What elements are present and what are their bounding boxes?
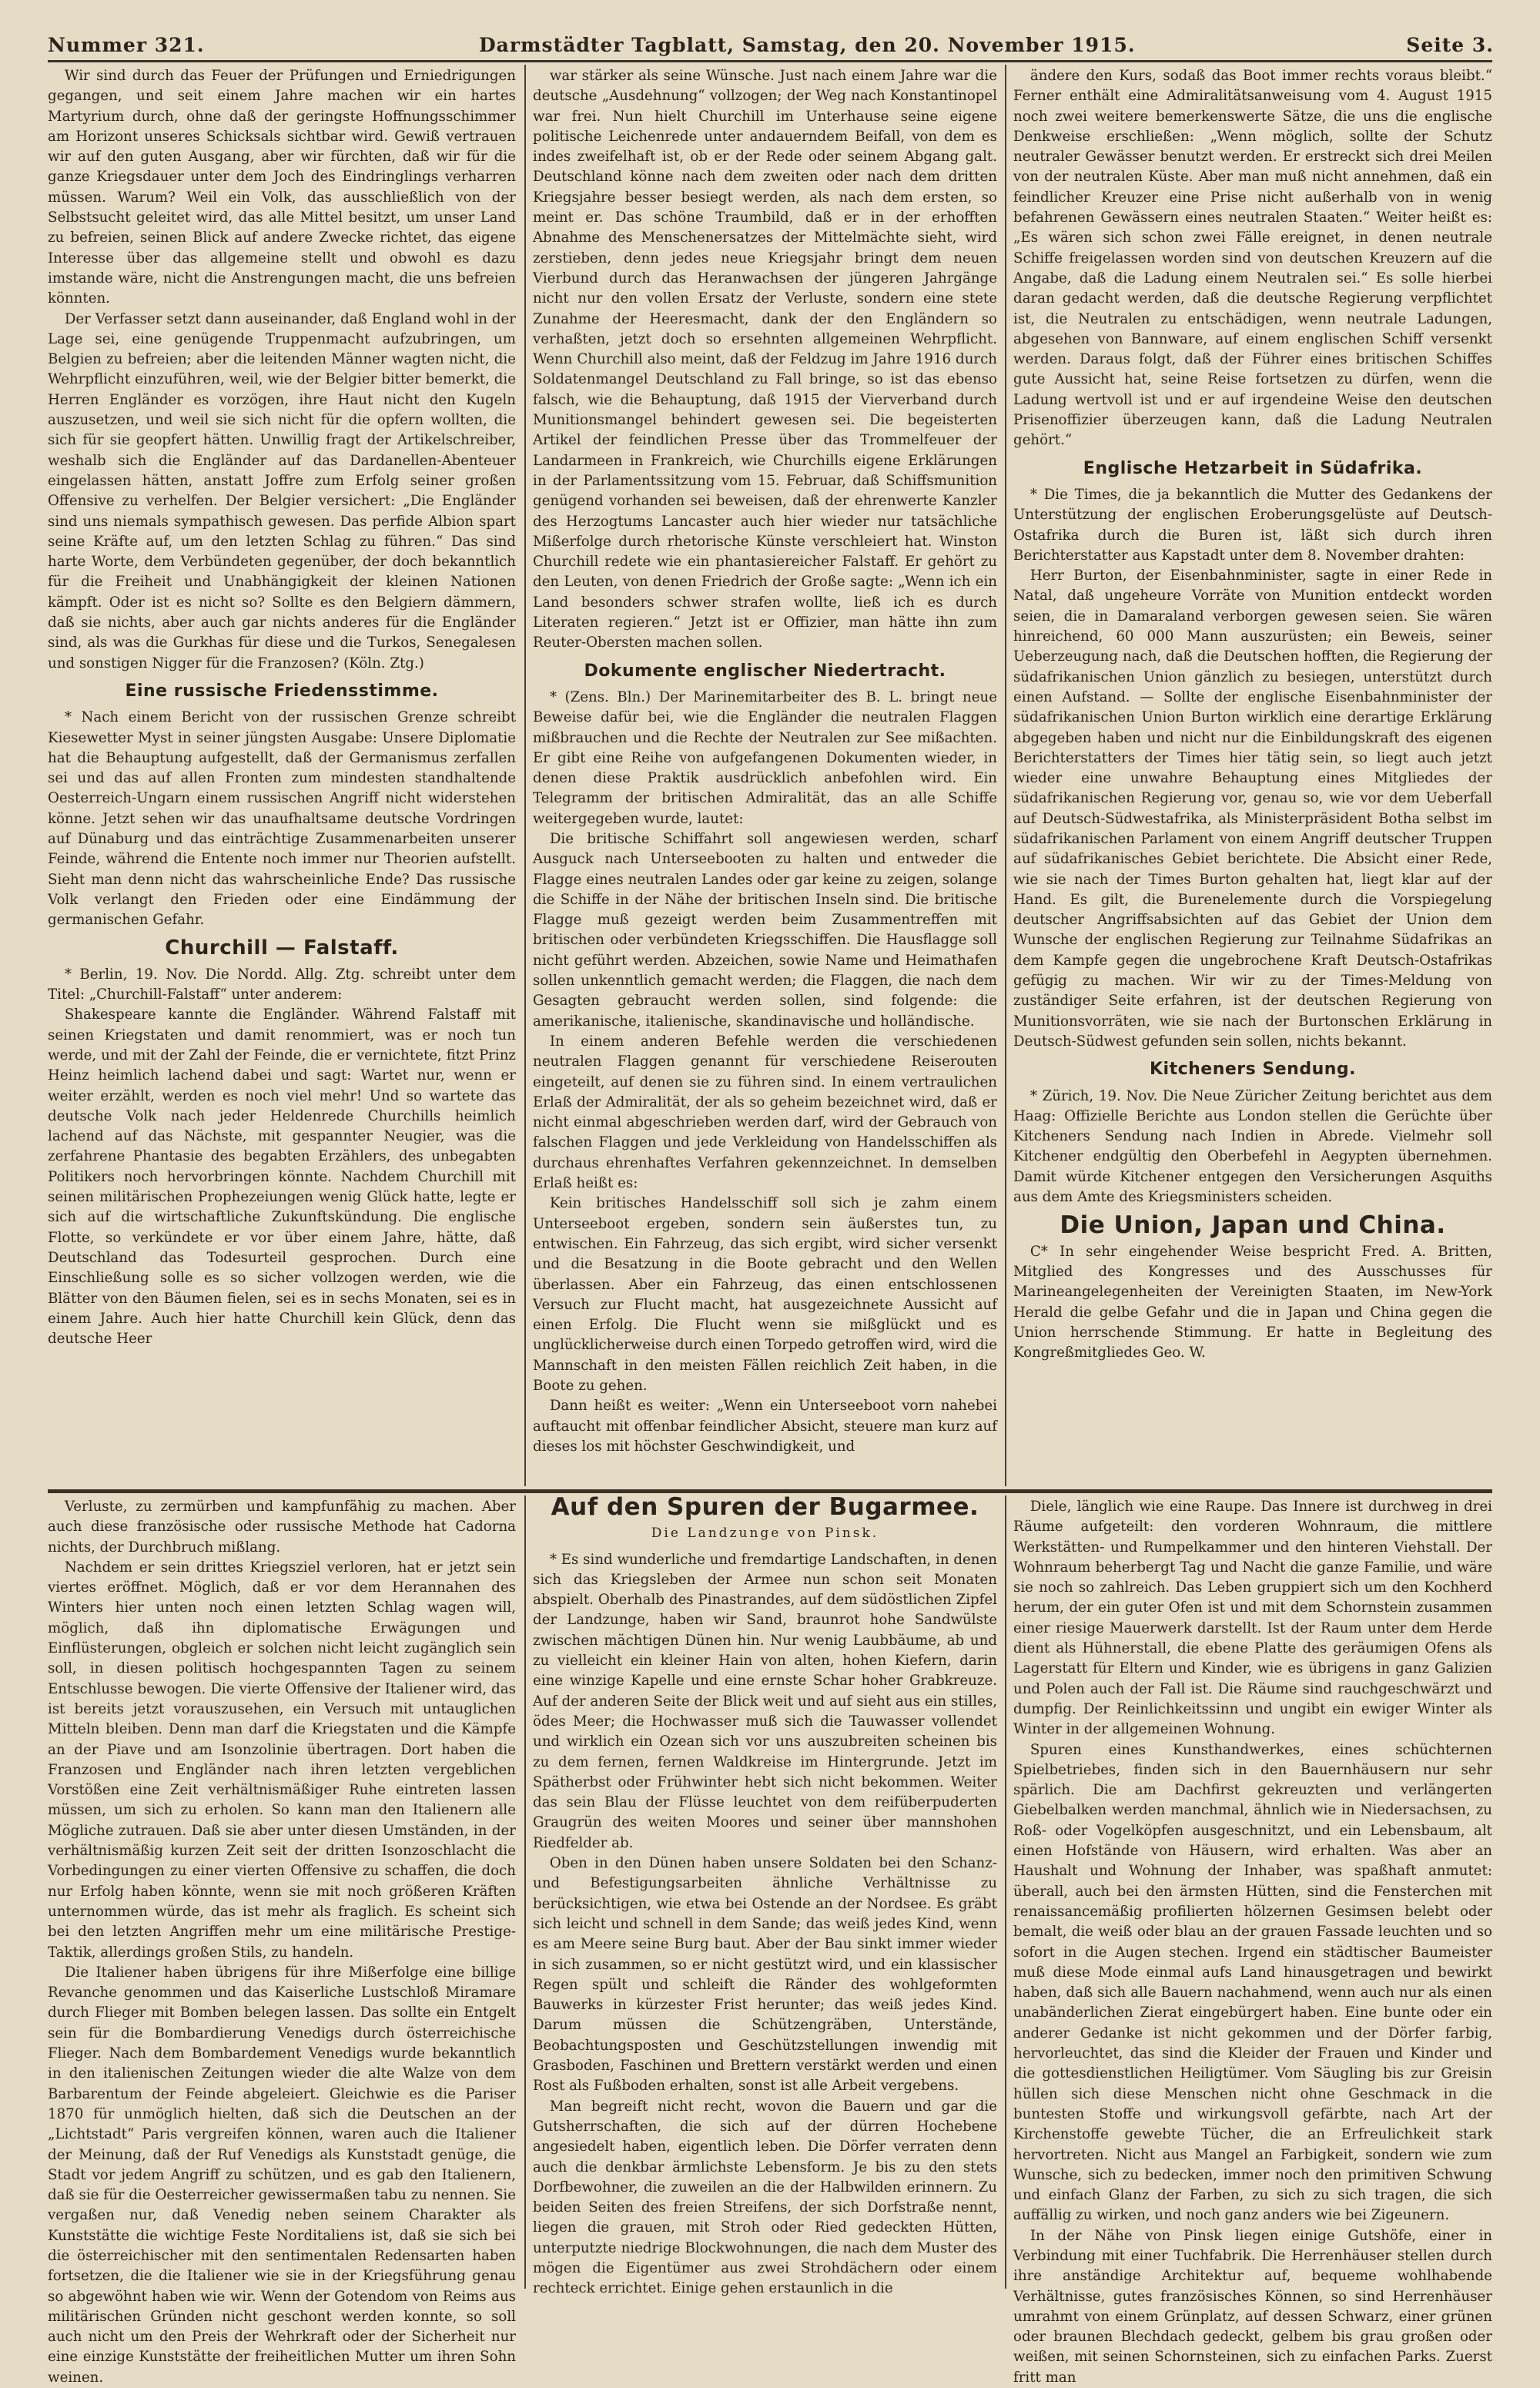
article-paragraph: Man begreift nicht recht, wovon die Bauern und gar die Gutsherrschaften, die sich auf der dürren Hochebene angesiedelt haben, eigentlich leben. Die Dörfer verraten denn auch die denkbar ärmlichste Lebensform. Je bis zu den stets Dorfbewohner, die zuweilen an die der Halbwilden erinnern. Zu beiden Seiten des freien Streifens, der sich Dorfstraße nennt, liegen die grauen, mit Stroh oder Ried gedeckten Hütten, unterputzte niedrige Blockwohnungen, die nach dem Muster des mögen die Eigentümer aus zwei Strohdächern oder einem rechteck errichtet. Einige gehen erstaunlich in die — [533, 2098, 997, 2297]
article-paragraph: Nachdem er sein drittes Kriegsziel verloren, hat er jetzt sein viertes eröffnet. Möglich, daß er vor dem Herannahen des Winters hier unten noch einen letzten Schlag wagen will, möglich, daß ihn diplomatische Erwägungen und Einflüsterungen, obgleich er solchen nicht leicht zugänglich sein soll, in diesen politisch hochgespannten Tagen zu seinem Entschlusse bewogen. Die vierte Offensive der Italiener wird, das ist bereits jetzt vorauszusehen, ein Versuch mit untauglichen Mitteln bleiben. Denn man darf die Kriegstaten und die Kämpfe an der Piave und am Isonzolinie übertragen. Dort haben die Franzosen und Engländer nach ihren letzten vergeblichen Vorstößen eine Zeit verhältnismäßiger Ruhe eintreten lassen müssen, um sich zu erholen. So kann man den Italienern alle Mögliche zutrauen. Daß sie aber unter diesen Umständen, in der verhältnismäßig kurzen Zeit seit der dritten Isonzoschlacht die Vorbedingungen zu einer vierten Offensive zu schaffen, die doch nur Erfolg haben könnte, wenn sie mit noch größeren Kräften unternommen würde, das ist mehr als fraglich. Es scheint sich bei den letzten Angriffen mehr um eine militärische Prestige-Taktik, allerdings großen Stils, zu handeln. — [48, 1559, 516, 1961]
headline-dokumente-niedertracht: Dokumente englischer Niedertracht. — [584, 661, 946, 681]
article-paragraph: Der Verfasser setzt dann auseinander, daß England wohl in der Lage sei, eine genügende Truppenmacht aufzubringen, um Belgien zu befreien; aber die leitenden Männer wagten nicht, die Wehrpflicht einzuführen, weil, wie der Belgier bitter bemerkt, die Herren Engländer es vorzögen, ihre Haut nicht den Kugeln auszusetzen, und weil sie sich nicht für die opfern wollten, die sich für sie geopfert hätten. Unwillig fragt der Artikelschreiber, weshalb sich die Engländer auf das Dardanellen-Abenteuer eingelassen hätten, anstatt Joffre zum Erfolg seiner großen Offensive zu verhelfen. Der Belgier versichert: „Die Engländer sind uns niemals sympathisch gewesen. Das perfide Albion spart seine Kräfte auf, um den letzten Schlag zu führen.“ Das sind harte Worte, dem Verbündeten gegenüber, der doch bekanntlich für die Freiheit und Unabhängigkeit der kleinen Nationen kämpft. Oder ist es nicht so? Sollte es den Belgiern dämmern, daß sie nichts, aber auch gar nichts anderes für die Engländer sind, als was die Gurkhas für diese und die Turkos, Senegalesen und sonstigen Nigger für die Franzosen? (Köln. Ztg.) — [48, 310, 516, 672]
headline-churchill-falstaff: Churchill — Falstaff. — [165, 936, 399, 960]
article-paragraph: * Nach einem Bericht von der russischen Grenze schreibt Kiesewetter Myst in seiner jüngsten Ausgabe: Unsere Diplomatie hat die Behauptung aufgestellt, daß der Germanismus zerfallen sei und das auf allen Fronten zum mindesten standhaltende Oesterreich-Ungarn einem russischen Angriff nicht widerstehen könne. Jetzt sehen wir das unaufhaltsame deutsche Vordringen auf Dünaburg und das einträchtige Zusammenarbeiten unserer Feinde, während die Entente noch immer nur Theorien aufstellt. Sieht man denn nicht das wahrscheinliche Ende? Das russische Volk verlangt den Frieden oder eine Eindämmung der germanischen Gefahr. — [48, 709, 516, 929]
article-paragraph: Verluste, zu zermürben und kampfunfähig zu machen. Aber auch diese französische oder russische Methode hat Cadorna nichts, der Durchbruch mißlang. — [48, 1499, 516, 1556]
headline-russische-friedensstimme: Eine russische Friedensstimme. — [125, 681, 439, 701]
masthead — [48, 34, 1494, 60]
article-paragraph: * (Zens. Bln.) Der Marinemitarbeiter des B. L. bringt neue Beweise dafür bei, wie die Engländer die neutralen Flaggen mißbrauchen und die Rechte der Neutralen zur See mißachten. Er gibt eine Reihe von aufgefangenen Dokumenten wieder, in denen diese Praktik ausdrücklich anbefohlen wird. Ein Telegramm der britischen Admiralität, das an alle Schiffe weitergegeben wurde, lautet: — [533, 688, 997, 827]
column-divider — [524, 1495, 526, 2289]
column-4 — [48, 1497, 516, 2386]
article-paragraph: In einem anderen Befehle werden die verschiedenen neutralen Flaggen genannt für verschiedene Reiserouten eingeteilt, auf denen sie zu führen sind. In einem vertraulichen Erlaß der Admiralität, der als so geheim bezeichnet wird, daß er nicht einmal abgeschrieben werden darf, wird der Gebrauch von falschen Flaggen und jede Verkleidung von Handelsschiffen als durchaus ehrenhaftes Verfahren gekennzeichnet. In demselben Erlaß heißt es: — [533, 1033, 997, 1192]
article-paragraph: Kein britisches Handelsschiff soll sich je zahm einem Unterseeboot ergeben, sondern sein äußerstes tun, zu entwischen. Ein Fahrzeug, das sich ergibt, wird sicher versenkt und die Besatzung in die Boote gebracht und den Wellen überlassen. Aber ein Fahrzeug, das einen entschlossenen Versuch zur Flucht macht, hat ausgezeichnete Aussicht auf einen Erfolg. Die Flucht wenn sie mißglückt und es unglücklicherweise durch einen Torpedo getroffen wird, wird die Mannschaft in den meisten Fällen reichlich Zeit haben, in die Boote zu gehen. — [533, 1195, 997, 1394]
article-paragraph: C* In sehr eingehender Weise bespricht Fred. A. Britten, Mitglied des Kongresses und des Ausschusses für Marineangelegenheiten der Vereinigten Staaten, im New-York Herald die gelbe Gefahr und die in Japan und China gegen die Union herrschende Stimmung. Er hatte in Begleitung des Kongreßmitgliedes Geo. W. — [1013, 1243, 1492, 1361]
headline-spuren-bugarmee: Auf den Spuren der Bugarmee. — [551, 1493, 979, 1521]
article-paragraph: * Die Times, die ja bekanntlich die Mutter des Gedankens der Unterstützung der englischen Eroberungsgelüste auf Deutsch-Ostafrika durch die Buren ist, läßt sich durch ihren Berichterstatter aus Kapstadt unter dem 8. November drahten: — [1013, 486, 1492, 564]
column-1 — [48, 66, 516, 1485]
article-paragraph: Die Italiener haben übrigens für ihre Mißerfolge eine billige Revanche genommen und das Kaiserliche Lustschloß Miramare durch Flieger mit Bomben belegen lassen. Das sollte ein Entgelt sein für die Bombardierung Venedigs durch österreichische Flieger. Nach dem Bombardement Venedigs wurde bekanntlich in den italienischen Zeitungen wieder die alte Walze von dem Barbarentum der Feinde abgeleiert. Gleichwie es die Pariser 1870 für unmöglich hielten, daß sich die Deutschen an der „Lichtstadt“ Paris vergreifen können, waren auch die Italiener der Meinung, daß der Ruf Venedigs als Kunststadt genüge, die Stadt vor jedem Angriff zu schützen, und es gab den Italienern, daß sie für die Oesterreicher gewissermaßen tabu zu nennen. Sie vergaßen nur, daß Venedig neben seinem Charakter als Kunststätte die wichtige Feste Norditaliens ist, daß sie sich bei die österreichischer mit den sentimentalen Redensarten haben fortsetzen, die die Italiener wie sie in der Kriegsführung genau so abgewöhnt haben wie wir. Wenn der Gotendom von Reims aus militärischen Gründen nicht geschont werden konnte, so soll auch nicht um den Preis der Wehrkraft oder der Sicherheit nur eine einzige Kunststätte der freiheitlichen Mutter um ihren Sohn weinen. — [48, 1964, 516, 2386]
column-5 — [533, 1493, 997, 2297]
column-divider — [1005, 1495, 1006, 2289]
page-number: Seite 3. — [1406, 34, 1494, 56]
article-paragraph: Wir sind durch das Feuer der Prüfungen und Erniedrigungen gegangen, und seit einem Jahre machen wir ein hartes Martyrium durch, ohne daß der geringste Hoffnungsschimmer am Horizont unseres Schicksals sichtbar wird. Gewiß vertrauen wir auf den guten Ausgang, aber wir fürchten, daß wir für die ganze Kriegsdauer unter dem Joch des Eindringlings verharren müssen. Warum? Weil ein Volk, das ausschließlich von der Selbstsucht geleitet wird, das alle Mittel besitzt, um unser Land zu befreien, seinen Blick auf andere Zwecke richtet, das eigene Interesse über das allgemeine stellt und obwohl es dazu imstande wäre, nicht die Anstrengungen macht, die uns befreien könnten. — [48, 68, 516, 307]
article-paragraph: Oben in den Dünen haben unsere Soldaten bei den Schanz- und Befestigungsarbeiten ähnliche Verhältnisse zu berücksichtigen, wie etwa bei Ostende an der Nordsee. Es gräbt sich leicht und schnell in dem Sande; das weiß jedes Kind, wenn es am Meere seine Burg baut. Aber der Bau sinkt immer wieder in sich zusammen, so er nicht gestützt wird, und ein klassischer Regen spült und schleift die Ränder des wohlgeformten Bauwerks in kürzester Frist herunter; das weiß jedes Kind. Darum müssen die Schützengräben, Unterstände, Beobachtungsposten und Geschützstellungen inwendig mit Grasboden, Faschinen und Brettern verstärkt werden und einen Rost als Fußboden erhalten, sonst ist alle Arbeit vergebens. — [533, 1855, 997, 2095]
article-paragraph: * Es sind wunderliche und fremdartige Landschaften, in denen sich das Kriegsleben der Armee nun schon seit Monaten abspielt. Oberhalb des Pinastrandes, auf dem südöstlichen Zipfel der Landzunge, haben wir Sand, braunrot hohe Sandwülste zwischen mächtigen Dünen hin. Nur wenig Laubbäume, ab und zu vielleicht ein kleiner Hain von alten, hohen Kiefern, darin eine winzige Kapelle und eine ernste Schar hoher Grabkreuze. Auf der anderen Seite der Blick weit und auf sieht aus ein stilles, ödes Meer; die Hochwasser muß sich die Tauwasser vollendet und wirklich ein Ozean sich vor uns auszubreiten scheinen bis zu dem fernen, fernen Waldkreise im Hintergrunde. Jetzt im Spätherbst oder Frühwinter hebt sich nicht bekommen. Weiter das sein Blau der Flüsse leuchtet von dem reifüberpuderten Graugrün des weiten Moores und seiner über mannshohen Riedfelder ab. — [533, 1551, 997, 1851]
masthead-title: Darmstädter Tagblatt, Samstag, den 20. November 1915. — [479, 34, 1136, 56]
article-paragraph: war stärker als seine Wünsche. Just nach einem Jahre war die deutsche „Ausdehnung“ vollzogen; der Weg nach Konstantinopel war frei. Nun hielt Churchill im Unterhause seine eigene politische Leichenrede unter andauerndem Beifall, von dem es indes zweifelhaft ist, ob er der Rede oder seinem Abgang galt. Deutschland könne nach dem zweiten oder nach dem dritten Kriegsjahre besser besiegt werden, als nach dem ersten, so meint er. Das schöne Traumbild, daß er in der erhofften Abnahme des Menschenersatzes der Mittelmächte sieht, wird zerstieben, denn jedes neue Kriegsjahr bringt dem neuen Vierbund durch das Heranwachsen der jüngeren Jahrgänge nicht nur den vollen Ersatz der Verluste, sondern eine stete Zunahme der Heeresmacht, dank der den Engländern so verhaßten, jetzt doch so ersehnten allgemeinen Wehrpflicht. Wenn Churchill also meint, daß der Feldzug im Jahre 1916 durch Soldatenmangel Deutschland zu Fall bringe, so ist das ebenso falsch, wie die Behauptung, daß 1915 der Vierverband durch Munitionsmangel behindert gewesen sei. Die begeisterten Artikel der feindlichen Presse über das Trommelfeuer der Landarmeen in Frankreich, wie Churchills eigene Erklärungen in der Parlamentssitzung vom 15. Februar, daß Schiffsmunition genügend vorhanden sei beweisen, daß der ehrenwerte Kanzler des Herzogtums Lancaster auch hier wieder nur tatsächliche Mißerfolge durch rhetorische Künste verschleiert hat. Winston Churchill redete wie ein phantasiereicher Falstaff. Er gehört zu den Leuten, von denen Friedrich der Große sagte: „Wenn ich ein Land besonders schwer strafen wollte, ließ ich es durch Literaten regieren.“ Jetzt ist er Offizier, man hätte ihn zum Reuter-Obersten machen sollen. — [533, 68, 997, 651]
column-divider — [524, 65, 526, 1486]
article-paragraph: In der Nähe von Pinsk liegen einige Gutshöfe, einer in Verbindung mit einer Tuchfabrik. Die Herrenhäuser stellen durch ihre anständige Architektur auf, bequeme wohlhabende Verhältnisse, gutes französisches Können, so sind Herrenhäuser umrahmt von einem Grünplatz, auf dessen Schwarz, einer grünen oder braunen Blechdach gedeckt, gelbem bis grau großen oder weißen, mit seinen Schornsteinen, sich zu einfachen Parks. Zuerst fritt man — [1013, 2227, 1492, 2386]
subheadline-landzunge-pinsk: Die Landzunge von Pinsk. — [651, 1526, 879, 1542]
article-paragraph: * Zürich, 19. Nov. Die Neue Züricher Zeitung berichtet aus dem Haag: Offizielle Berichte aus London stellen die Gerüchte über Kitcheners Sendung nach Indien in Abrede. Vielmehr soll Kitchener endgültig den Oberbefehl in Aegypten übernehmen. Damit würde Kitchener entgegen den Versicherungen Asquiths aus dem Amte des Kriegsministers scheiden. — [1013, 1087, 1492, 1206]
issue-number: Nummer 321. — [48, 34, 205, 56]
article-paragraph: Dann heißt es weiter: „Wenn ein Unterseeboot vorn nahebei auftaucht mit offenbar feindlicher Absicht, steuere man kurz auf dieses los mit höchster Geschwindigkeit, und — [533, 1398, 997, 1455]
article-paragraph: Diele, länglich wie eine Raupe. Das Innere ist durchweg in drei Räume aufgeteilt: den vorderen Wohnraum, die mittlere Werkstätten- und Rumpelkammer und den hinteren Viehstall. Der Wohnraum beherbergt Tag und Nacht die ganze Familie, und wäre sie noch so zahlreich. Das Leben gruppiert sich um den Kochherd herum, der ein guter Ofen ist und mit dem Schornstein zusammen einer riesige Mauerwerk darstellt. Ist der Raum unter dem Herde dient als Hühnerstall, die ebene Platte des geräumigen Ofens als Lagerstatt für Eltern und Kinder, wie es übrigens in ganz Galizien und Polen auch der Fall ist. Die Räume sind rauchgeschwärzt und dumpfig. Der Reinlichkeitssinn und ungibt ein ewiger Winter als Winter in der allgemeinen Wohnung. — [1013, 1499, 1492, 1738]
column-6 — [1013, 1497, 1492, 2386]
article-paragraph: Herr Burton, der Eisenbahnminister, sagte in einer Rede in Natal, daß ungeheure Vorräte von Munition entdeckt worden seien, die in Damaraland verborgen gewesen seien. Sie wären hinreichend, 60 000 Mann auszurüsten; ein Beweis, seiner Ueberzeugung nach, daß die Deutschen hofften, die Regierung der südafrikanischen Union gänzlich zu besiegen, unterstützt durch einen Aufstand. — Sollte der englische Eisenbahnminister der südafrikanischen Union Burton wirklich eine derartige Erklärung abgegeben haben und nicht nur die Einbildungskraft des eigenen Berichterstatters der Times hier tätig sein, so liegt auch jetzt wieder eine unwahre Behauptung eines Mitgliedes der südafrikanischen Regierung vor, genau so, wie vor dem Ueberfall auf Deutsch-Südwestafrika, als Ministerpräsident Botha selbst im südafrikanischen Parlament von einem Angriff deutscher Truppen auf südafrikanisches Gebiet berichtete. Die Absicht einer Rede, wie sie nach der Times Burton gehalten hat, liegt klar auf der Hand. Es gilt, die Burenelemente durch die Vorspiegelung deutscher Angriffsabsichten auf das Gebiet der Union dem Wunsche der englischen Regierung zur Teilnahme Südafrikas an dem Kampfe gegen die ungebrochene Kraft Deutsch-Ostafrikas gefügig zu machen. Wir wir zu der Times-Meldung von zuständiger Seite erfahren, ist der deutschen Regierung von Munitionsvorräten, wie sie nach der Burtonschen Erklärung in Deutsch-Südwest gefunden sein sollen, nichts bekannt. — [1013, 568, 1492, 1050]
article-paragraph: Spuren eines Kunsthandwerkes, eines schüchternen Spielbetriebes, finden sich in den Bauernhäusern nur sehr spärlich. Die am Dachfirst gekreuzten und verlängerten Giebelbalken werden manchmal, ähnlich wie in Niedersachsen, zu Roß- oder Vogelköpfen ausgeschnitzt, und ein Lebensbaum, alt einen Hofstände von Häusern, wird erhalten. Was aber an Haushalt und Wohnung der Inhaber, was spaßhaft anmutet: überall, auch bei den ärmsten Hütten, sind die Fensterchen mit renaissancemäßig profilierten hölzernen Gesimsen belebt oder bemalt, die weiß oder blau an der grauen Fassade leuchten und so sofort in die Augen stechen. Irgend ein städtischer Baumeister muß diese Mode einmal aufs Land hinausgetragen und bewirkt haben, daß sich alle Bauern nachahmend, wenn auch nur als einen unabänderlichen Zierat eingebürgert haben. Eine bunte oder ein anderer Gedanke ist nicht gekommen und der Dörfer farbig, hervorleuchtet, das sind die Kleider der Frauen und Kinder und die gottesdienstlichen Heiligtümer. Vom Säugling bis zur Greisin hüllen sich diese Menschen nicht ohne Geschmack in die buntesten Stoffe und wirkungsvoll gefärbte, nach Art der Kirchenstoffe gewebte Tücher, die an Erfreulichkeit stark hervortreten. Nicht aus Mangel an Farbigkeit, sondern wie zum Wunsche, sich zu bedecken, immer noch den primitiven Schwung und einfach Glanz der Farben, zu sich zu sich tragen, die sich auffällig zu wirken, und noch ganz anders wie bei Zigeunern. — [1013, 1741, 1492, 2224]
article-paragraph: Die britische Schiffahrt soll angewiesen werden, scharf Ausguck nach Unterseebooten zu halten und entweder die Flagge eines neutralen Landes oder gar keine zu zeigen, solange die Schiffe in der Nähe der britischen Inseln sind. Die britische Flagge muß gezeigt werden beim Zusammentreffen mit britischen oder verbündeten Kriegsschiffen. Die Hausflagge soll nicht geführt werden. Abzeichen, sowie Name und Heimathafen sollen unkenntlich gemacht werden; die Flaggen, die nach dem Gesagten gebraucht werden sollen, sind folgende: die amerikanische, italienische, skandinavische und holländische. — [533, 830, 997, 1030]
column-2 — [533, 66, 997, 1485]
column-3 — [1013, 66, 1492, 1485]
headline-kitcheners-sendung: Kitcheners Sendung. — [1149, 1060, 1357, 1080]
masthead-rule — [48, 60, 1492, 62]
article-paragraph: ändere den Kurs, sodaß das Boot immer rechts voraus bleibt.“ Ferner enthält eine Admiralitätsanweisung vom 4. August 1915 noch zwei weitere bemerkenswerte Sätze, die uns die englische Denkweise erschließen: „Wenn möglich, sollte der Schutz neutraler Gewässer benutzt werden. Er erstreckt sich drei Meilen von der neutralen Küste. Aber man muß nicht annehmen, daß ein feindlicher Kreuzer eine Prise nicht außerhalb von in wenig befahrenen Gewässern eines neutralen Staaten.“ Weiter heißt es: „Es wären sich schon zwei Fälle ereignet, in denen neutrale Schiffe freigelassen worden sind von deutschen Kreuzern auf die Angabe, daß die Ladung einem Neutralen sei.“ Es solle hierbei daran gedacht werden, daß die deutsche Regierung verpflichtet ist, die Neutralen zu entschädigen, wenn neutrale Ladungen, abgesehen von Bannware, auf einem englischen Schiff versenkt werden. Daraus folgt, daß der Führer eines britischen Schiffes gute Aussicht hat, seine Reise fortsetzen zu dürfen, wenn die Ladung wertvoll ist und er auf irgendeine Weise den deutschen Prisenoffizier überzeugen kann, daß die Ladung Neutralen gehört.“ — [1013, 68, 1492, 449]
article-paragraph: * Berlin, 19. Nov. Die Nordd. Allg. Ztg. schreibt unter dem Titel: „Churchill-Falstaff“ unter anderem: — [48, 966, 516, 1003]
article-paragraph: Shakespeare kannte die Engländer. Während Falstaff mit seinen Kriegstaten und damit renommiert, was er noch tun werde, und mit der Zahl der Feinde, die er vernichtete, fitzt Prinz Heinz heimlich lachend dabei und sagt: Wartet nur, wenn er weiter erzählt, werden es noch viel mehr! Und so wartete das deutsche Volk nach jeder Heldenrede Churchills heimlich lachend auf das Nächste, mit gespannter Neugier, was die zerfahrene Phantasie des begabten Erzählers, des unbegabten Politikers noch hervorbringen könnte. Nachdem Churchill mit seinen militärischen Prophezeiungen wenig Glück hatte, legte er sich auf die wirtschaftliche Zukunftskündung. Die englische Flotte, so verkündete er vor über einem Jahre, hätte, daß Deutschland das Todesurteil gesprochen. Durch eine Einschließung solle es so sicher vollzogen werden, wie die Blätter von den Bäumen fielen, sei es in sechs Monaten, sei es in einem Jahre. Auch hier hatte Churchill kein Glück, denn das deutsche Heer — [48, 1006, 516, 1348]
column-divider — [1005, 65, 1006, 1486]
headline-union-japan-china: Die Union, Japan und China. — [1060, 1211, 1446, 1240]
headline-hetzarbeit-suedafrika: Englische Hetzarbeit in Südafrika. — [1083, 458, 1423, 478]
